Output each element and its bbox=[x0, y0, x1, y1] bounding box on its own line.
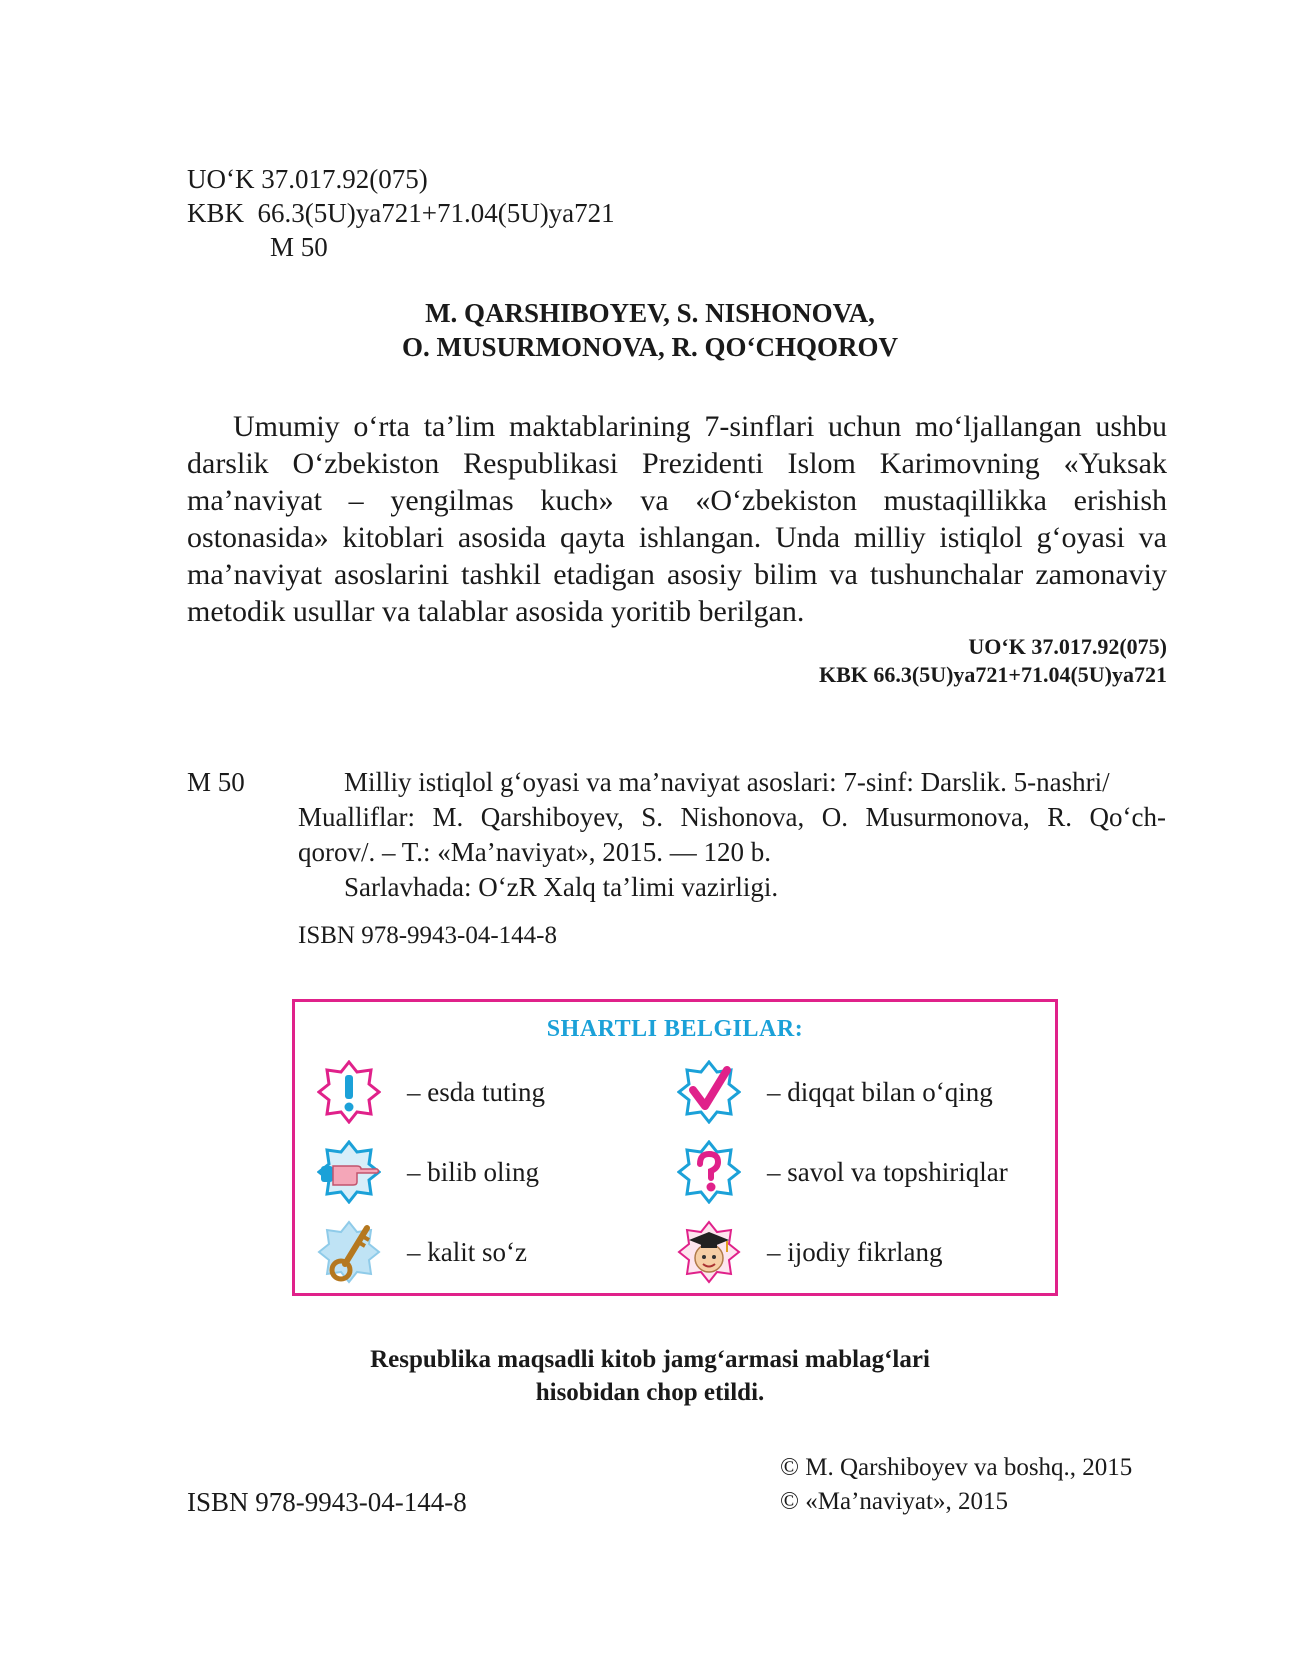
legend-item-remember bbox=[317, 1060, 545, 1124]
legend-label-remember: – esda tuting bbox=[407, 1076, 545, 1107]
biblio-isbn: ISBN 978-9943-04-144-8 bbox=[298, 922, 558, 949]
legend-box bbox=[292, 999, 1058, 1296]
legend-item-know bbox=[317, 1140, 539, 1204]
biblio-line-2: Mualliflar: M. Qarshiboyev, S. Nishonova, O. Musurmonova, R. Qo‘ch- bbox=[298, 802, 1166, 832]
isbn-bottom: ISBN 978-9943-04-144-8 bbox=[187, 1487, 467, 1517]
biblio-line-3: qorov/. – T.: «Ma’naviyat», 2015. — 120 b. bbox=[298, 837, 771, 867]
pointing-hand-icon bbox=[317, 1140, 381, 1204]
authors-line-1: M. QARSHIBOYEV, S. NISHONOVA, bbox=[425, 298, 875, 328]
legend-label-keyword: – kalit so‘z bbox=[407, 1236, 527, 1267]
funding-note-line-2: hisobidan chop etildi. bbox=[535, 1379, 765, 1406]
biblio-code: M 50 bbox=[187, 767, 245, 797]
legend-label-creative-thinking: – ijodiy fikrlang bbox=[767, 1236, 943, 1267]
kbk-code-right: KBK 66.3(5U)ya721+71.04(5U)ya721 bbox=[818, 662, 1167, 687]
exclamation-star-icon bbox=[317, 1060, 381, 1124]
kbk-code: KBK 66.3(5U)ya721+71.04(5U)ya721 bbox=[187, 198, 615, 228]
legend-label-questions: – savol va topshiriqlar bbox=[767, 1156, 1008, 1187]
copyright-publisher: © «Ma’naviyat», 2015 bbox=[780, 1488, 1008, 1515]
copyright-authors: © M. Qarshiboyev va boshq., 2015 bbox=[780, 1454, 1133, 1481]
legend-title: SHARTLI BELGILAR: bbox=[546, 1016, 804, 1042]
legend-item-read-carefully bbox=[677, 1060, 993, 1124]
legend-item-creative-thinking bbox=[677, 1220, 942, 1284]
biblio-line-4: Sarlavhada: O‘zR Xalq ta’limi vazirligi. bbox=[344, 872, 779, 902]
biblio-line-1: Milliy istiqlol g‘oyasi va ma’naviyat asoslari: 7-sinf: Darslik. 5-nashri/ bbox=[344, 767, 1110, 797]
question-star-icon bbox=[677, 1140, 741, 1204]
checkmark-star-icon bbox=[677, 1060, 741, 1124]
funding-note-line-1: Respublika maqsadli kitob jamg‘armasi mablag‘lari bbox=[370, 1346, 930, 1373]
legend-item-questions bbox=[677, 1140, 1008, 1204]
legend-item-keyword bbox=[317, 1220, 527, 1284]
key-icon bbox=[317, 1220, 381, 1284]
graduate-child-icon bbox=[677, 1220, 741, 1284]
annotation-paragraph: Umumiy o‘rta ta’lim maktablarining 7-sinflari uchun mo‘ljallangan ushbu darslik O‘zbekiston Respublikasi Prezidenti Islom Karimovning «Yuksak ma’naviyat – yengilmas kuch» va «O‘zbekiston mustaqillikka erishish ostonasida» kitoblari asosida qayta ishlangan. Unda milliy istiqlol g‘oyasi va ma’naviyat asoslarini tashkil etadigan asosiy bilim va tushunchalar zamonaviy metodik usullar va talablar asosida yoritib berilgan. bbox=[187, 410, 1167, 628]
legend-label-read-carefully: – diqqat bilan o‘qing bbox=[767, 1076, 993, 1107]
authors-line-2: O. MUSURMONOVA, R. QO‘CHQOROV bbox=[402, 332, 898, 362]
uok-code: UO‘K 37.017.92(075) bbox=[187, 164, 428, 194]
uok-code-right: UO‘K 37.017.92(075) bbox=[968, 634, 1167, 659]
author-mark-code: M 50 bbox=[270, 232, 328, 262]
legend-label-know: – bilib oling bbox=[407, 1156, 540, 1187]
